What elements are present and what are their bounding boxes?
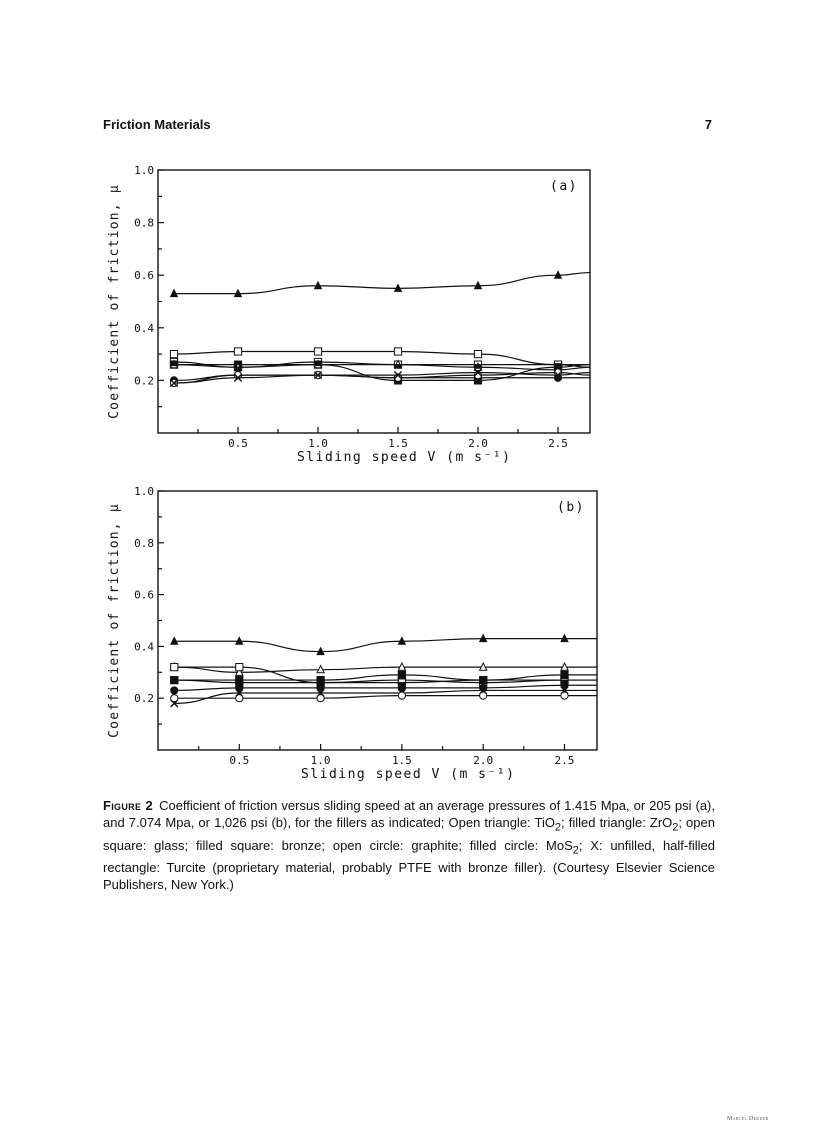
chart-a-ytick-label: 1.0: [134, 164, 154, 177]
chart-a-xtick-label: 2.0: [468, 437, 488, 450]
chart-a-svg: [100, 158, 610, 468]
chart-a-series-4-point-fill: [314, 362, 321, 366]
chart-a-series-4-point-fill: [234, 367, 241, 371]
chart-b-series-3-point: [398, 671, 405, 678]
caption-label: Figure 2: [103, 798, 154, 813]
caption-text-4: ; X: unfilled, half-filled rectangle: Turcite (proprietary material, probably PTFE with bronze filler). (Courtesy Elsevier Science Publishers, New York.): [103, 837, 715, 893]
chart-b-series-7-point: [171, 695, 178, 702]
chart-b-xtick-label: 0.5: [229, 754, 250, 767]
chart-b-x-axis-title: Sliding speed V (m s⁻¹): [300, 767, 516, 782]
chart-a-xtick-label: 2.5: [548, 437, 568, 450]
chart-b-series-4-point-fill: [171, 680, 178, 684]
running-head-title: Friction Materials: [103, 117, 211, 132]
running-head: [103, 117, 712, 137]
chart-b-series-4-point-fill: [480, 680, 487, 684]
chart-a-xtick-label: 1.5: [388, 437, 408, 450]
chart-panel-b: [100, 478, 610, 790]
chart-a-ytick-label: 0.2: [134, 374, 154, 388]
chart-a-plot-frame: [158, 170, 590, 433]
caption-text-2: ; filled triangle: ZrO: [561, 815, 673, 830]
chart-b-xtick-label: 2.5: [554, 754, 575, 767]
chart-b-plot-frame: [158, 491, 597, 750]
chart-b-series-7-point: [236, 695, 243, 702]
caption-sub-3: 2: [572, 844, 579, 857]
chart-b-ytick-label: 1.0: [134, 485, 154, 498]
chart-b-series-5-point: [171, 687, 178, 694]
chart-b-series-7-point: [398, 692, 405, 699]
chart-b-ytick-label: 0.8: [134, 536, 154, 550]
chart-a-xtick-label: 0.5: [228, 437, 248, 450]
chart-a-series-1-point: [394, 348, 401, 355]
chart-a-panel-label: (a): [550, 179, 578, 194]
chart-b-ytick-label: 0.2: [134, 692, 154, 706]
caption-text-1: Coefficient of friction versus sliding speed at an average pressures of 1.415 Mpa, or 205 psi (a), and 7.074 Mpa, or 1,026 psi (b), for the fillers as indicated; Open triangle: TiO: [103, 798, 715, 830]
chart-b-panel-label: (b): [557, 500, 585, 515]
caption-sub-1: 2: [554, 821, 562, 834]
chart-b-series-7-point: [480, 692, 487, 699]
chart-a-series-1-point: [314, 348, 321, 355]
chart-b-ytick-label: 0.4: [134, 640, 154, 654]
chart-a-series-1-point: [170, 351, 177, 358]
chart-b-xtick-label: 1.5: [391, 754, 412, 767]
figure-caption: [103, 797, 715, 893]
chart-a-ytick-label: 0.6: [134, 269, 154, 283]
chart-a-ytick-label: 0.8: [134, 216, 154, 230]
chart-a-x-axis-title: Sliding speed V (m s⁻¹): [296, 450, 512, 465]
chart-a-xtick-label: 1.0: [308, 437, 328, 450]
chart-b-series-2-point: [236, 664, 243, 671]
chart-a-y-axis-title: Coefficient of friction, μ: [107, 184, 122, 419]
chart-b-y-axis-title: Coefficient of friction, μ: [107, 503, 122, 738]
chart-a-ytick-label: 0.4: [134, 321, 154, 335]
chart-panel-a: [100, 158, 610, 468]
page-number: 7: [704, 117, 712, 132]
chart-b-ytick-label: 0.6: [134, 588, 154, 602]
chart-b-xtick-label: 2.0: [473, 754, 494, 767]
caption-text-3: ; open square: glass; filled square: bronze; open circle: graphite; filled circle: MoS: [103, 815, 715, 853]
chart-a-series-4-point-fill: [394, 365, 401, 369]
chart-a-series-0-line: [174, 273, 590, 294]
chart-b-xtick-label: 1.0: [310, 754, 331, 767]
chart-a-series-4-point-fill: [474, 365, 481, 369]
chart-b-series-2-point: [171, 664, 178, 671]
chart-a-series-1-point: [474, 351, 481, 358]
chart-a-series-4-point-fill: [170, 362, 177, 366]
caption-sub-2: 2: [672, 821, 679, 834]
chart-b-series-7-point: [317, 695, 324, 702]
chart-a-series-4-point-fill: [554, 365, 561, 369]
chart-b-series-7-point: [561, 692, 568, 699]
chart-b-svg: [100, 478, 610, 790]
chart-a-series-1-point: [234, 348, 241, 355]
publisher-imprint: Marcel Dekker: [727, 1116, 769, 1122]
